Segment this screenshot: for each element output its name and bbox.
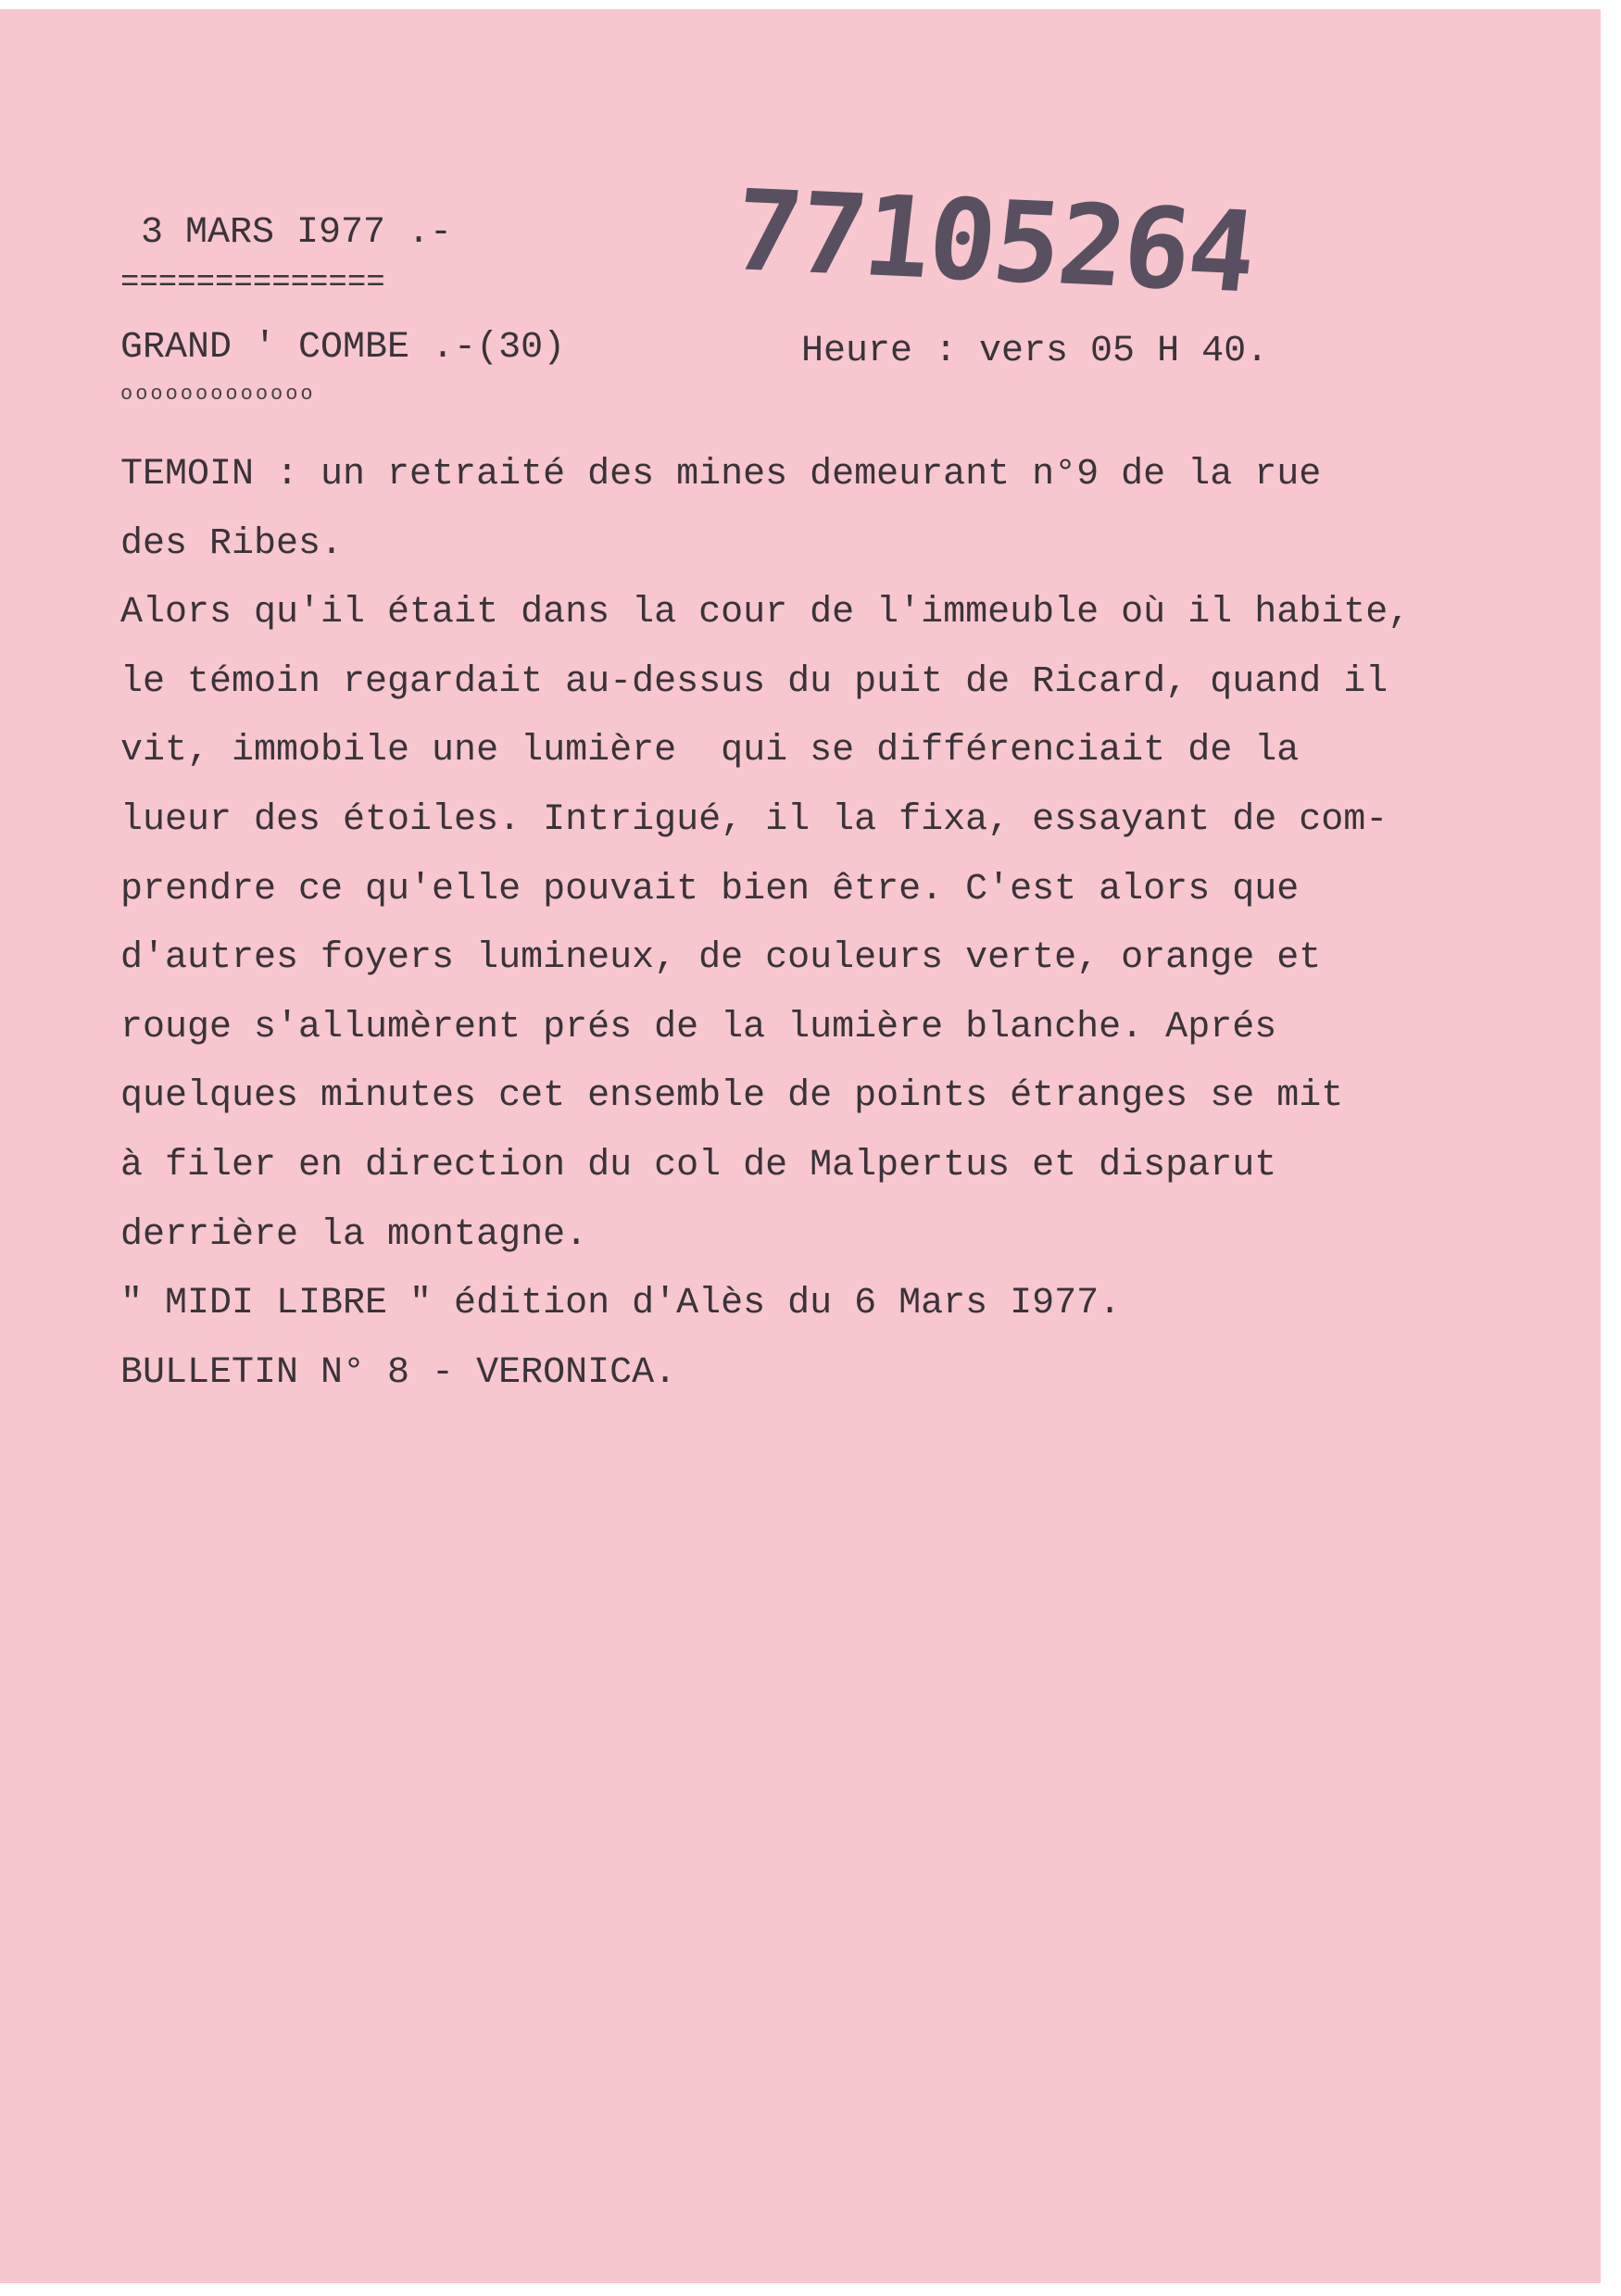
source-citation: " MIDI LIBRE " édition d'Alès du 6 Mars I977. bbox=[120, 1283, 1122, 1325]
date-underline: ============== bbox=[120, 266, 385, 301]
report-time: Heure : vers 05 H 40. bbox=[801, 331, 1269, 372]
page-edge bbox=[1601, 0, 1621, 2296]
body-line: Alors qu'il était dans la cour de l'immeuble où il habite, bbox=[120, 592, 1411, 634]
body-line: vit, immobile une lumière qui se différenciait de la bbox=[120, 730, 1300, 772]
report-location: GRAND ' COMBE .-(30) bbox=[120, 327, 566, 369]
body-line: quelques minutes cet ensemble de points étranges se mit bbox=[120, 1075, 1344, 1118]
case-number-stamp: 77105264 bbox=[727, 167, 1261, 319]
body-line: rouge s'allumèrent prés de la lumière blanche. Aprés bbox=[120, 1006, 1277, 1048]
body-line: le témoin regardait au-dessus du puit de Ricard, quand il bbox=[120, 660, 1389, 703]
body-line: lueur des étoiles. Intrigué, il la fixa, essayant de com- bbox=[120, 798, 1389, 841]
bulletin-reference: BULLETIN N° 8 - VERONICA. bbox=[120, 1351, 677, 1394]
body-line: d'autres foyers lumineux, de couleurs verte, orange et bbox=[120, 937, 1322, 980]
body-line: à filer en direction du col de Malpertus et disparut bbox=[120, 1144, 1277, 1186]
body-line: prendre ce qu'elle pouvait bien être. C'est alors que bbox=[120, 868, 1300, 910]
body-line: TEMOIN : un retraité des mines demeurant n°9 de la rue bbox=[120, 454, 1322, 496]
body-line: derrière la montagne. bbox=[120, 1213, 588, 1256]
location-underline: ooooooooooooo bbox=[120, 383, 316, 406]
body-line: des Ribes. bbox=[120, 522, 344, 565]
document-page bbox=[0, 9, 1601, 2283]
report-date: 3 MARS I977 .- bbox=[141, 212, 453, 254]
report-body bbox=[120, 441, 1410, 1408]
